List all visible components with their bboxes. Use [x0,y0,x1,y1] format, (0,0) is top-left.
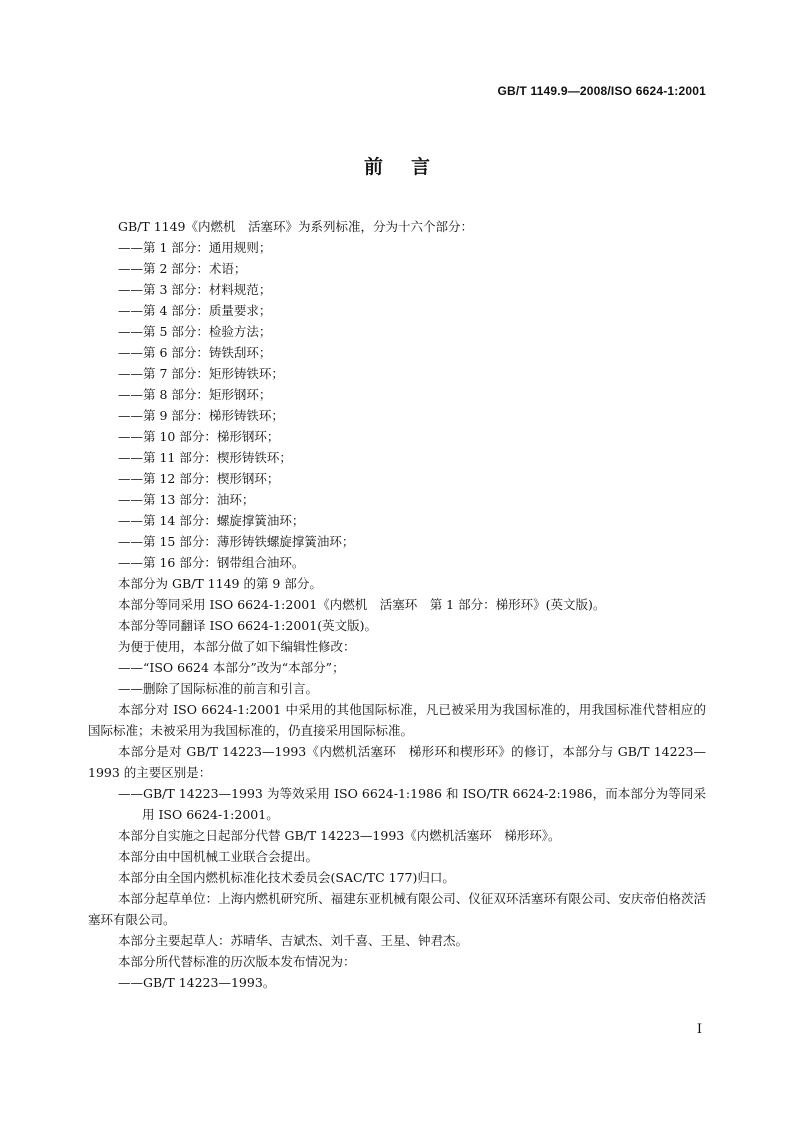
list-item: ——GB/T 14223—1993。 [118,975,276,990]
body-paragraph: 本部分为 GB/T 1149 的第 9 部分。 [118,576,322,591]
list-item: ——第 6 部分：铸铁刮环； [118,345,272,360]
list-item: ——第 1 部分：通用规则； [118,240,272,255]
list-item: ——删除了国际标准的前言和引言。 [118,681,319,696]
list-item: ——第 2 部分：术语； [118,261,247,276]
list-item: ——第 15 部分：薄形铸铁螺旋撑簧油环； [118,534,355,549]
list-item: ——第 9 部分：梯形铸铁环； [118,408,284,423]
page-title: 前言 [363,156,458,178]
intro-paragraph: GB/T 1149《内燃机 活塞环》为系列标准，分为十六个部分： [118,219,474,234]
list-item: ——第 13 部分：油环； [118,492,255,507]
body-paragraph: 为便于使用，本部分做了如下编辑性修改： [118,639,356,654]
foreword-body [88,216,706,993]
list-item: ——“ISO 6624 本部分”改为“本部分”； [118,660,345,675]
body-paragraph: 本部分自实施之日起部分代替 GB/T 14223—1993《内燃机活塞环 梯形环》。 [118,828,561,843]
body-paragraph: 本部分由全国内燃机标准化技术委员会(SAC/TC 177)归口。 [118,870,455,885]
page-number: I [696,1022,702,1037]
list-item: ——第 4 部分：质量要求； [118,303,272,318]
list-item: ——第 14 部分：螺旋撑簧油环； [118,513,305,528]
body-paragraph: 本部分由中国机械工业联合会提出。 [118,849,319,864]
list-item: ——第 8 部分：矩形钢环； [118,387,272,402]
list-item: ——第 11 部分：楔形铸铁环； [118,450,292,465]
list-item: ——第 10 部分：梯形钢环； [118,429,280,444]
body-paragraph: 本部分所代替标准的历次版本发布情况为： [118,954,356,969]
body-paragraph: 本部分对 ISO 6624-1:2001 中采用的其他国际标准，凡已被采用为我国标准的，用我国标准代替相应的国际标准；未被采用为我国标准的，仍直接采用国际标准。 [88,702,706,738]
list-item: ——第 5 部分：检验方法； [118,324,272,339]
body-paragraph: 本部分等同翻译 ISO 6624-1:2001(英文版)。 [118,618,377,633]
list-item: ——第 7 部分：矩形铸铁环； [118,366,284,381]
standard-code-header: GB/T 1149.9—2008/ISO 6624-1:2001 [497,84,706,98]
body-paragraph: 本部分是对 GB/T 14223—1993《内燃机活塞环 梯形环和楔形环》的修订，本部分与 GB/T 14223—1993 的主要区别是： [88,744,706,780]
list-item: ——第 16 部分：钢带组合油环。 [118,555,305,570]
list-item: ——第 3 部分：材料规范； [118,282,272,297]
body-paragraph: 本部分起草单位：上海内燃机研究所、福建东亚机械有限公司、仪征双环活塞环有限公司、安庆帝伯格茨活塞环有限公司。 [88,891,706,927]
list-item: ——GB/T 14223—1993 为等效采用 ISO 6624-1:1986 和 ISO/TR 6624-2:1986，而本部分为等同采用 ISO 6624-1:2001。 [118,786,706,822]
body-paragraph: 本部分等同采用 ISO 6624-1:2001《内燃机 活塞环 第 1 部分：梯形环》(英文版)。 [118,597,606,612]
body-paragraph: 本部分主要起草人：苏晴华、吉斌杰、刘千喜、王星、钟君杰。 [118,933,469,948]
list-item: ——第 12 部分：楔形钢环； [118,471,280,486]
